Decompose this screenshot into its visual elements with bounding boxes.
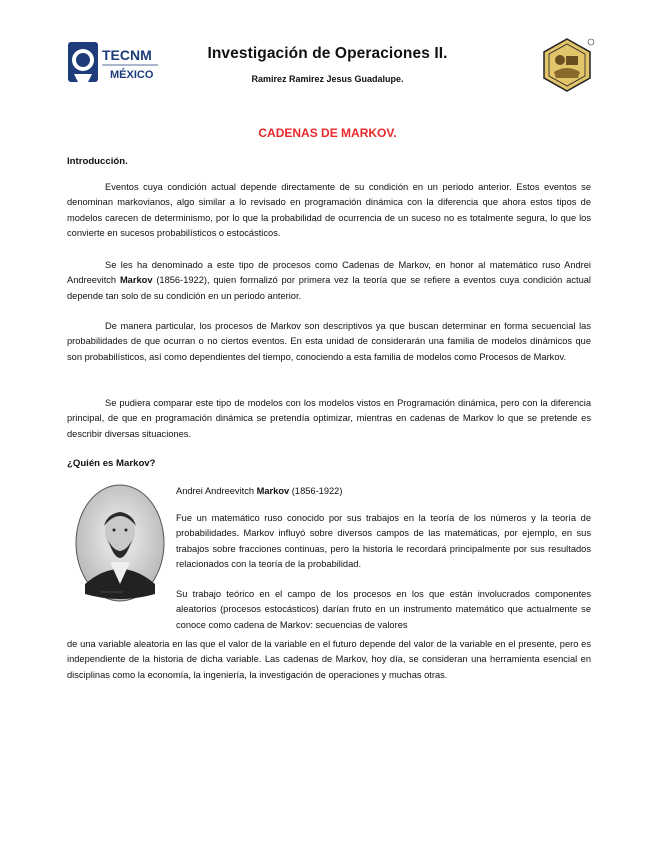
intro-heading: Introducción. bbox=[67, 156, 128, 167]
institution-seal-logo bbox=[538, 36, 596, 94]
paragraph-2: Se les ha denominado a este tipo de procesos como Cadenas de Markov, en honor al matemático ruso Andrei Andreevitch Markov (1856-1922), quien formalizó por primera vez la teoría que se refiere a eventos cuya condición actual depende tan solo de su condición en un periodo anterior. bbox=[67, 260, 591, 301]
tecnm-logo bbox=[66, 38, 162, 90]
markov-portrait bbox=[75, 484, 165, 602]
header-author: Ramirez Ramirez Jesus Guadalupe. bbox=[251, 74, 404, 84]
document-title: CADENAS DE MARKOV. bbox=[258, 126, 397, 140]
bio-paragraph-2-start: Su trabajo teórico en el campo de los procesos en los que están involucrados componentes aleatorios (procesos estocásticos) darían fruto en un instrumento matemático que actualmente se conoce como cadena de Markov: secuencias de valores bbox=[176, 589, 591, 630]
paragraph-4: Se pudiera comparar este tipo de modelos con los modelos vistos en Programación dinámica, pero con la diferencia principal, de que en programación dinámica se pretendía optimizar, mientras en cadenas de Markov lo que se pretende es describir diversas situaciones. bbox=[67, 398, 591, 439]
paragraph-3: De manera particular, los procesos de Markov son descriptivos ya que buscan determinar en forma secuencial las probabilidades de que ocurran o no ciertos eventos. En esta unidad de considerarán una familia de modelos dinámicos que son probabilísticos, así como dependientes del tiempo, conociendo a esta familia de modelos como Procesos de Markov. bbox=[67, 321, 591, 362]
who-heading: ¿Quién es Markov? bbox=[67, 458, 156, 469]
header-title: Investigación de Operaciones II. bbox=[207, 45, 448, 62]
bio-paragraph-1: Fue un matemático ruso conocido por sus trabajos en la teoría de los números y la teoría de probabilidades. Markov influyó sobre diversos campos de las matemáticas, por ejemplo, en sus trabajos sobre fracciones continuas, pero la historia le recordará principalmente por sus resultados relacionados con la teoría de la probabilidad. bbox=[176, 513, 591, 569]
paragraph-1: Eventos cuya condición actual depende directamente de su condición en un periodo anterior. Estos eventos se denominan markovianos, algo similar a lo revisado en programación dinámica con la diferencia que ahora estos tipos de modelos carecen de determinismo, por lo que la probabilidad de ocurrencia de un suceso no es totalmente segura, lo que los convierte en sucesos probabilísticos o estocásticos. bbox=[67, 182, 591, 238]
logo-left-sub: MÉXICO bbox=[110, 69, 154, 81]
logo-left-text: TECNM bbox=[102, 47, 152, 63]
bio-name: Andrei Andreevitch Markov (1856-1922) bbox=[176, 486, 343, 496]
bio-paragraph-2-rest: de una variable aleatoria en las que el valor de la variable en el futuro depende del valor de la variable en el presente, pero es independiente de la historia de dicha variable. Las cadenas de Markov, hoy día, se consideran una herramienta esencial en disciplinas como la economía, la ingeniería, la investigación de operaciones y muchas otras. bbox=[67, 639, 591, 680]
